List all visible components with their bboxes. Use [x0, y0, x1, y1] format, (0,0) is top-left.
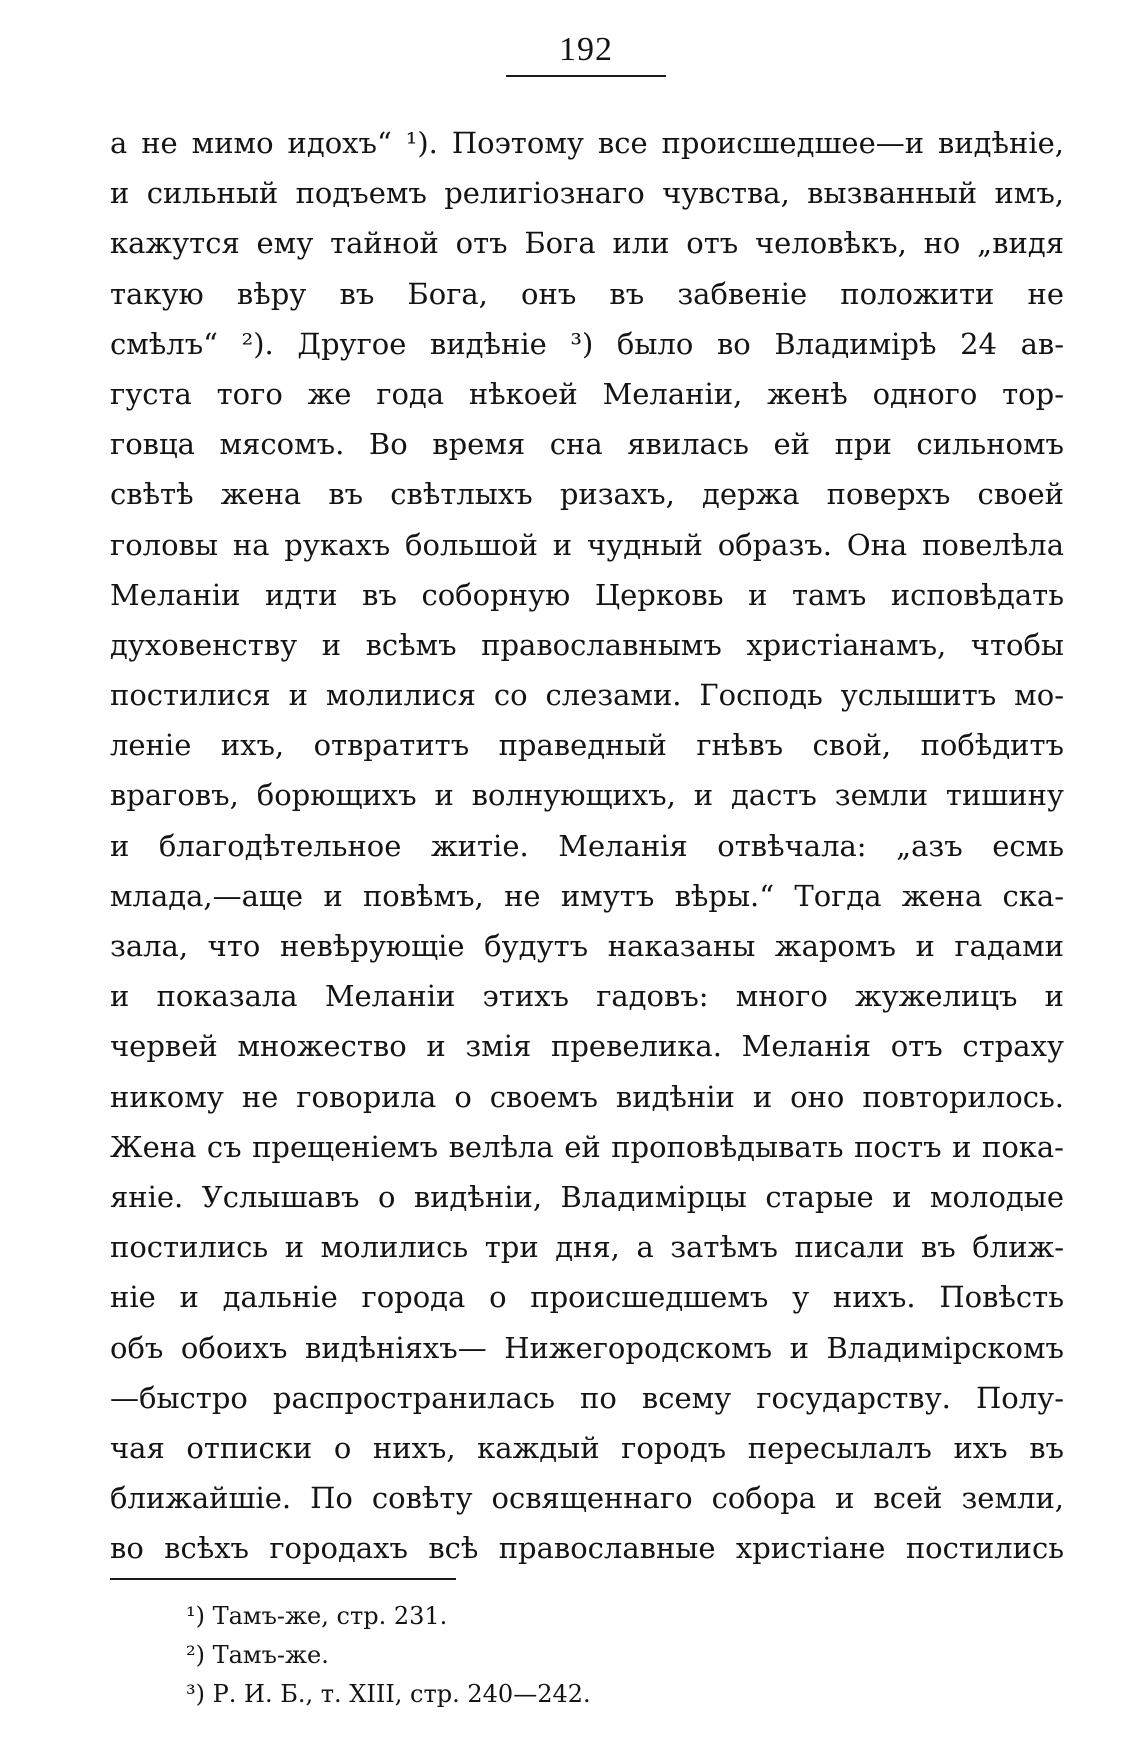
text-line: зала, что невѣрующіе будутъ наказаны жаромъ и гадами — [110, 929, 1064, 963]
text-line: и благодѣтельное житіе. Меланія отвѣчала: „азъ есмь — [110, 828, 1064, 863]
text-line: леніе ихъ, отвратитъ праведный гнѣвъ свой, побѣдитъ — [110, 728, 1064, 763]
text-line: говца мясомъ. Во время сна явилась ей при сильномъ — [110, 427, 1064, 462]
footnote: ³) Р. И. Б., т. XIII, стр. 240—242. — [186, 1680, 591, 1708]
text-line: Жена съ прещеніемъ велѣла ей проповѣдывать постъ и пока- — [110, 1129, 1064, 1164]
footnote: ¹) Тамъ-же, стр. 231. — [186, 1602, 448, 1630]
text-line: смѣлъ“ ²). Другое видѣніе ³) было во Владимірѣ 24 ав- — [110, 326, 1064, 361]
text-line: —быстро распространилась по всему государству. Полу- — [110, 1380, 1064, 1415]
text-line: во всѣхъ городахъ всѣ православные христіане постились — [110, 1531, 1064, 1566]
text-line: Меланіи идти въ соборную Церковь и тамъ исповѣдать — [110, 577, 1064, 612]
text-line: а не мимо идохъ“ ¹). Поэтому все происшедшее—и видѣніе, — [110, 126, 1064, 160]
text-line: млада,—аще и повѣмъ, не имутъ вѣры.“ Тогда жена ска- — [110, 878, 1064, 913]
page-number: 192 — [559, 31, 613, 68]
text-line: чая отписки о нихъ, каждый городъ пересылалъ ихъ въ — [110, 1430, 1064, 1465]
text-line: головы на рукахъ большой и чудный образъ. Она повелѣла — [110, 527, 1064, 562]
text-line: враговъ, борющихъ и волнующихъ, и дастъ земли тишину — [110, 778, 1064, 813]
text-line: густа того же года нѣкоей Меланіи, женѣ одного тор- — [110, 376, 1064, 411]
text-line: такую вѣру въ Бога, онъ въ забвеніе положити не — [110, 276, 1064, 311]
text-line: духовенству и всѣмъ православнымъ христіанамъ, чтобы — [110, 627, 1064, 662]
body-text — [110, 118, 1064, 1573]
footnotes — [186, 1597, 886, 1714]
text-line: и сильный подъемъ религіознаго чувства, вызванный имъ, — [110, 176, 1064, 211]
text-line: постились и молились три дня, а затѣмъ писали въ ближ- — [110, 1230, 1064, 1265]
text-line: постилися и молилися со слезами. Господь услышитъ мо- — [110, 678, 1064, 713]
text-line: никому не говорила о своемъ видѣніи и оно повторилось. — [110, 1079, 1064, 1114]
text-line: кажутся ему тайной отъ Бога или отъ человѣкъ, но „видя — [110, 226, 1064, 261]
footnote: ²) Тамъ-же. — [186, 1641, 329, 1669]
text-line: свѣтѣ жена въ свѣтлыхъ ризахъ, держа поверхъ своей — [110, 477, 1064, 512]
footnote-separator — [110, 1578, 456, 1580]
text-line: и показала Меланіи этихъ гадовъ: много жужелицъ и — [110, 979, 1064, 1014]
text-line: яніе. Услышавъ о видѣніи, Владимірцы старые и молодые — [110, 1179, 1064, 1214]
text-line: червей множество и змія превелика. Меланія отъ страху — [110, 1029, 1064, 1064]
text-line: ніе и дальніе города о происшедшемъ у нихъ. Повѣсть — [110, 1280, 1064, 1315]
text-line: объ обоихъ видѣніяхъ— Нижегородскомъ и Владимірскомъ — [110, 1330, 1064, 1365]
text-line: ближайшіе. По совѣту освященнаго собора и всей земли, — [110, 1481, 1064, 1516]
page-number-underline — [506, 75, 666, 77]
